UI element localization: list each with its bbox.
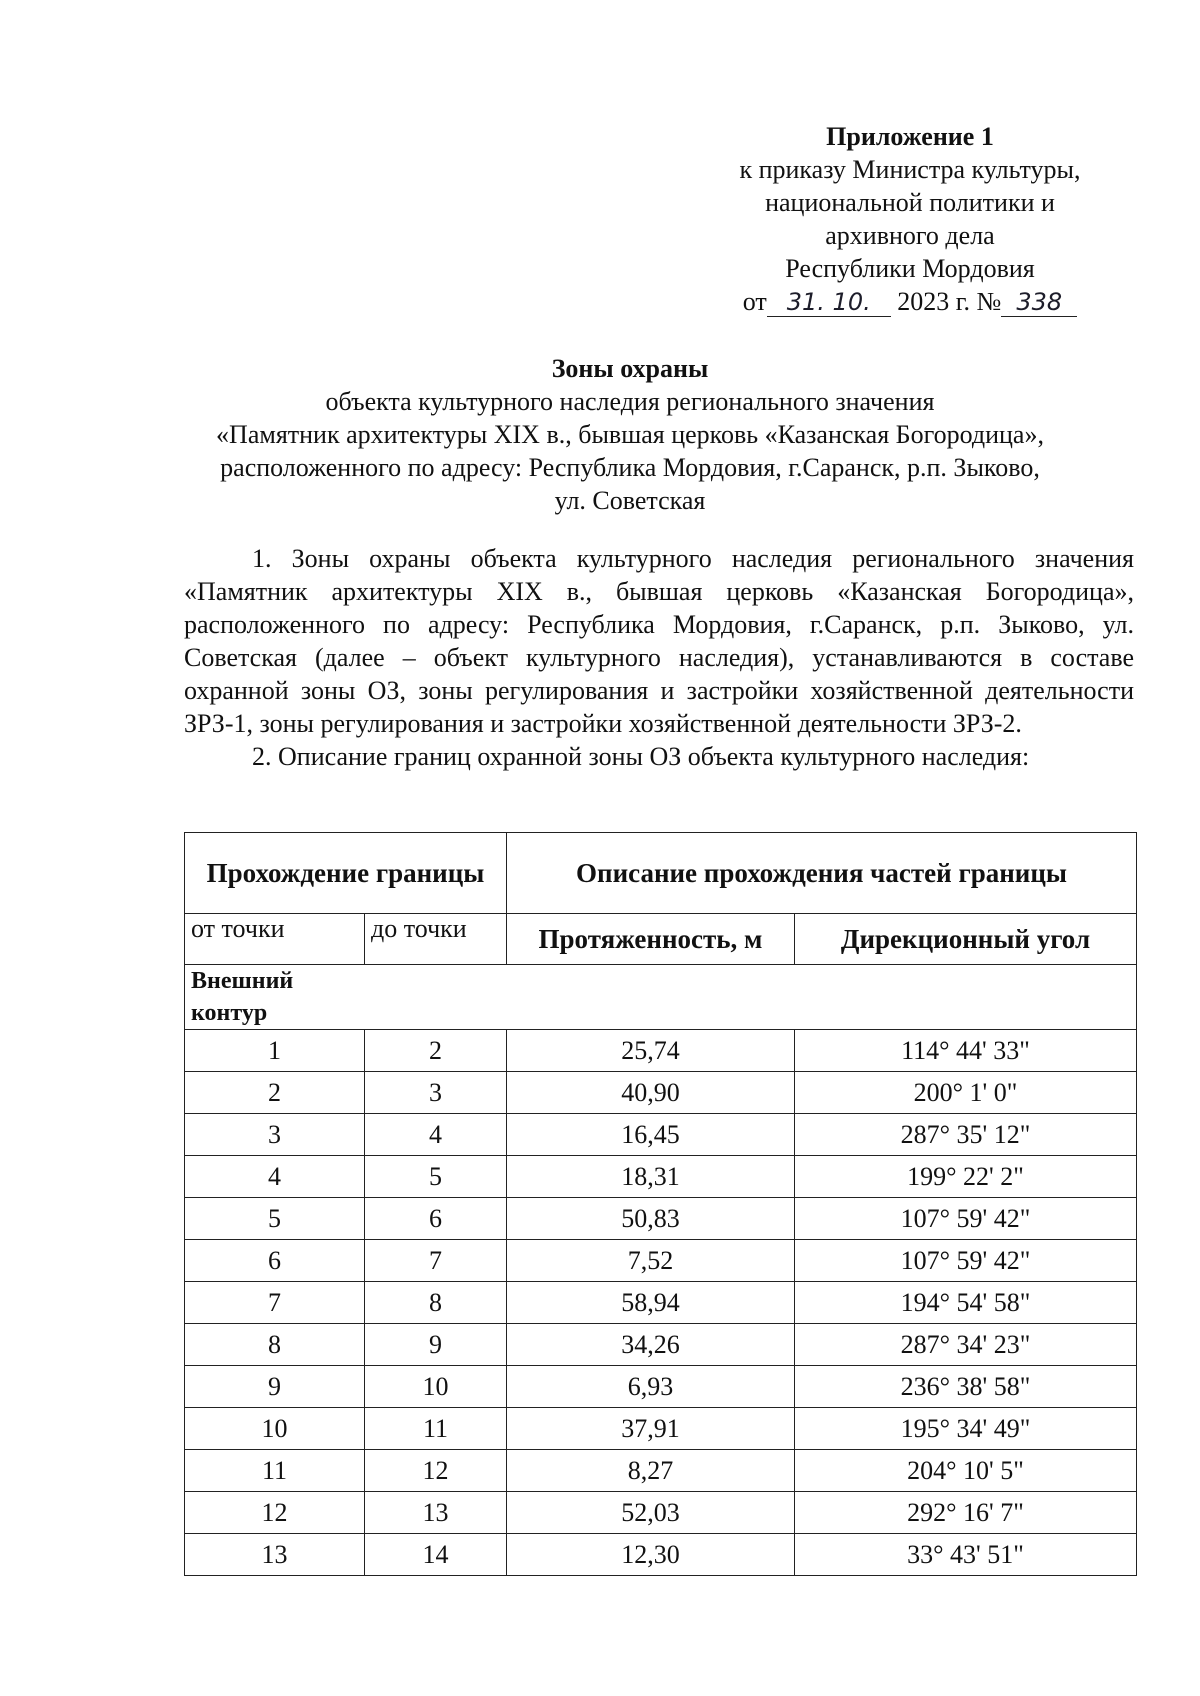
handwritten-date: 31. 10. — [767, 288, 891, 317]
cell-length: 50,83 — [507, 1198, 795, 1240]
header-description: Описание прохождения частей границы — [507, 833, 1137, 914]
cell-length: 37,91 — [507, 1408, 795, 1450]
cell-to-point: 7 — [365, 1240, 507, 1282]
cell-from-point: 4 — [185, 1156, 365, 1198]
cell-angle: 194° 54' 58" — [795, 1282, 1137, 1324]
header-to-point: до точки — [365, 914, 507, 965]
cell-from-point: 12 — [185, 1492, 365, 1534]
cell-from-point: 9 — [185, 1366, 365, 1408]
table-row — [185, 1450, 1137, 1492]
cell-angle: 107° 59' 42" — [795, 1198, 1137, 1240]
cell-from-point: 11 — [185, 1450, 365, 1492]
cell-angle: 33° 43' 51" — [795, 1534, 1137, 1576]
cell-to-point: 14 — [365, 1534, 507, 1576]
cell-length: 6,93 — [507, 1366, 795, 1408]
table-row — [185, 1030, 1137, 1072]
header-boundary: Прохождение границы — [185, 833, 507, 914]
cell-length: 40,90 — [507, 1072, 795, 1114]
appendix-header — [690, 120, 1130, 318]
appendix-line: Республики Мордовия — [785, 254, 1035, 283]
table-row — [185, 1534, 1137, 1576]
year-text: 2023 г. № — [897, 287, 1002, 316]
table-row — [185, 1072, 1137, 1114]
document-subtitle-line: объекта культурного наследия регионального значения — [325, 387, 935, 416]
cell-angle: 236° 38' 58" — [795, 1366, 1137, 1408]
cell-angle: 287° 35' 12" — [795, 1114, 1137, 1156]
cell-from-point: 3 — [185, 1114, 365, 1156]
cell-to-point: 12 — [365, 1450, 507, 1492]
table-row — [185, 1114, 1137, 1156]
body-text — [184, 542, 1134, 773]
table-row — [185, 1408, 1137, 1450]
cell-to-point: 5 — [365, 1156, 507, 1198]
section-cell — [185, 965, 1137, 1030]
cell-angle: 114° 44' 33" — [795, 1030, 1137, 1072]
cell-to-point: 13 — [365, 1492, 507, 1534]
table-row — [185, 1492, 1137, 1534]
table-header-row — [185, 833, 1137, 914]
cell-to-point: 6 — [365, 1198, 507, 1240]
cell-length: 34,26 — [507, 1324, 795, 1366]
cell-length: 8,27 — [507, 1450, 795, 1492]
table-row — [185, 1198, 1137, 1240]
date-prefix: от — [742, 287, 767, 316]
cell-angle: 287° 34' 23" — [795, 1324, 1137, 1366]
appendix-title: Приложение 1 — [826, 122, 994, 151]
cell-angle: 292° 16' 7" — [795, 1492, 1137, 1534]
section-label: Внешний контур — [191, 968, 294, 1026]
table-section-row — [185, 965, 1137, 1030]
cell-length: 12,30 — [507, 1534, 795, 1576]
cell-from-point: 7 — [185, 1282, 365, 1324]
cell-from-point: 6 — [185, 1240, 365, 1282]
cell-angle: 200° 1' 0" — [795, 1072, 1137, 1114]
cell-from-point: 8 — [185, 1324, 365, 1366]
paragraph-1: 1. Зоны охраны объекта культурного наследия регионального значения «Памятник архитектуры XIX в., бывшая церковь «Казанская Богородица», расположенного по адресу: Республика Мордовия, г.Саранск, р.п. Зыково, ул. Советская (далее – объект культурного наследия), устанавливаются в составе охранной зоны ОЗ, зоны регулирования и застройки хозяйственной деятельности ЗРЗ-1, зоны регулирования и застройки хозяйственной деятельности ЗРЗ-2. — [184, 544, 1134, 738]
cell-from-point: 1 — [185, 1030, 365, 1072]
cell-from-point: 5 — [185, 1198, 365, 1240]
cell-to-point: 9 — [365, 1324, 507, 1366]
table-row — [185, 1156, 1137, 1198]
cell-to-point: 2 — [365, 1030, 507, 1072]
table-row — [185, 1282, 1137, 1324]
cell-angle: 107° 59' 42" — [795, 1240, 1137, 1282]
handwritten-number: 338 — [1001, 288, 1077, 317]
appendix-line: к приказу Министра культуры, — [739, 155, 1081, 184]
cell-from-point: 13 — [185, 1534, 365, 1576]
document-subtitle-line: «Памятник архитектуры XIX в., бывшая церковь «Казанская Богородица», — [216, 420, 1044, 449]
header-from-point: от точки — [185, 914, 365, 965]
table-row — [185, 1324, 1137, 1366]
table-body — [185, 1030, 1137, 1576]
table-subheader-row — [185, 914, 1137, 965]
cell-to-point: 8 — [365, 1282, 507, 1324]
boundary-table — [184, 832, 1137, 1576]
table-row — [185, 1240, 1137, 1282]
cell-to-point: 10 — [365, 1366, 507, 1408]
appendix-date-line — [690, 285, 1130, 318]
cell-to-point: 4 — [365, 1114, 507, 1156]
cell-length: 18,31 — [507, 1156, 795, 1198]
document-subtitle-line: расположенного по адресу: Республика Мордовия, г.Саранск, р.п. Зыково, — [220, 453, 1040, 482]
paragraph-2: 2. Описание границ охранной зоны ОЗ объекта культурного наследия: — [252, 742, 1030, 771]
cell-angle: 199° 22' 2" — [795, 1156, 1137, 1198]
document-subtitle-line: ул. Советская — [554, 486, 706, 515]
cell-to-point: 11 — [365, 1408, 507, 1450]
cell-from-point: 2 — [185, 1072, 365, 1114]
header-angle: Дирекционный угол — [795, 914, 1137, 965]
document-title: Зоны охраны — [551, 354, 709, 383]
cell-length: 16,45 — [507, 1114, 795, 1156]
appendix-line: национальной политики и — [765, 188, 1055, 217]
boundary-table-wrap — [184, 832, 1136, 1576]
cell-from-point: 10 — [185, 1408, 365, 1450]
header-length: Протяженность, м — [507, 914, 795, 965]
cell-length: 25,74 — [507, 1030, 795, 1072]
cell-angle: 195° 34' 49" — [795, 1408, 1137, 1450]
cell-length: 7,52 — [507, 1240, 795, 1282]
appendix-line: архивного дела — [825, 221, 995, 250]
document-title-block — [150, 352, 1110, 517]
cell-length: 58,94 — [507, 1282, 795, 1324]
table-row — [185, 1366, 1137, 1408]
cell-to-point: 3 — [365, 1072, 507, 1114]
cell-angle: 204° 10' 5" — [795, 1450, 1137, 1492]
cell-length: 52,03 — [507, 1492, 795, 1534]
